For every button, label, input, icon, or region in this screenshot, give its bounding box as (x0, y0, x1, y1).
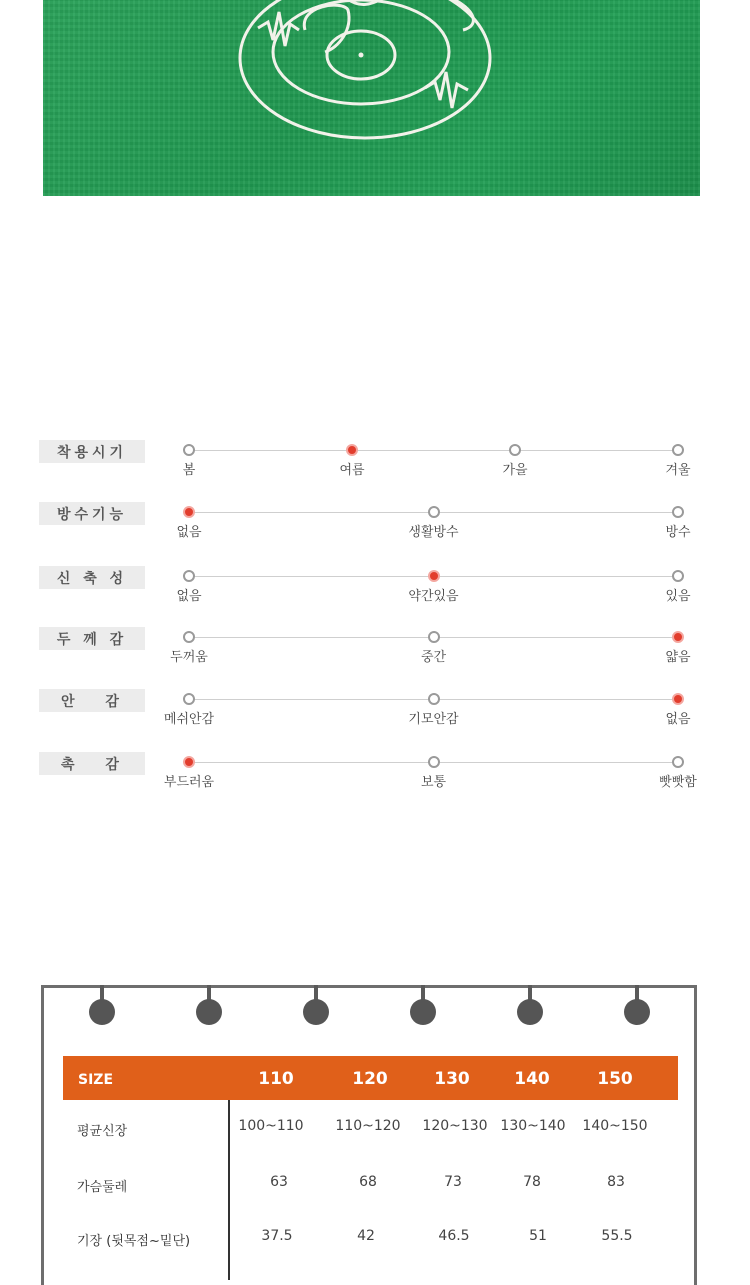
feature-row (0, 566, 750, 626)
option-dot (672, 570, 684, 582)
product-photo (43, 0, 700, 196)
binder-ring (196, 999, 222, 1025)
size-header-cell: 110 (258, 1069, 294, 1089)
option-dot (428, 693, 440, 705)
size-header-cell: 120 (352, 1069, 388, 1089)
size-cell: 120~130 (422, 1118, 488, 1134)
feature-scale-line (189, 450, 678, 451)
size-header-cell: 130 (434, 1069, 470, 1089)
feature-row (0, 502, 750, 562)
size-header-cell: 150 (597, 1069, 633, 1089)
binder-ring (303, 999, 329, 1025)
option-dot (672, 444, 684, 456)
binder-ring (89, 999, 115, 1025)
selected-option-dot (672, 693, 684, 705)
selected-option-dot (346, 444, 358, 456)
size-table-header (63, 1056, 678, 1100)
option-label: 보통 (420, 775, 447, 790)
option-label: 없음 (176, 589, 202, 604)
option-label: 겨울 (665, 463, 691, 478)
option-label: 방수 (665, 525, 691, 540)
option-dot (183, 444, 195, 456)
option-dot (672, 756, 684, 768)
option-label: 메쉬안감 (163, 712, 215, 727)
size-header-cell: 140 (514, 1069, 550, 1089)
feature-row (0, 440, 750, 500)
selected-option-dot (183, 506, 195, 518)
feature-label: 안 감 (39, 689, 145, 712)
feature-row (0, 689, 750, 749)
feature-label: 방수기능 (39, 502, 145, 525)
size-cell: 46.5 (438, 1228, 470, 1244)
option-label: 가을 (502, 463, 528, 478)
size-cell: 51 (529, 1228, 547, 1244)
selected-option-dot (183, 756, 195, 768)
option-dot (509, 444, 521, 456)
option-dot (183, 631, 195, 643)
option-label: 얇음 (665, 650, 691, 665)
option-label: 없음 (176, 525, 202, 540)
size-cell: 140~150 (582, 1118, 648, 1134)
option-label: 중간 (420, 650, 447, 665)
option-label: 여름 (339, 463, 365, 478)
size-cell: 130~140 (500, 1118, 566, 1134)
selected-option-dot (672, 631, 684, 643)
shirt-print-graphic (43, 0, 700, 196)
size-cell: 63 (270, 1174, 288, 1190)
option-dot (183, 693, 195, 705)
size-table-divider (228, 1100, 230, 1280)
option-dot (428, 506, 440, 518)
binder-ring (624, 999, 650, 1025)
option-label: 봄 (182, 463, 196, 478)
size-cell: 100~110 (238, 1118, 304, 1134)
option-label: 기모안감 (408, 712, 459, 727)
feature-label: 두 께 감 (39, 627, 145, 650)
feature-label: 신 축 성 (39, 566, 145, 589)
feature-row (0, 627, 750, 687)
binder-ring (410, 999, 436, 1025)
size-cell: 78 (523, 1174, 541, 1190)
size-cell: 110~120 (335, 1118, 401, 1134)
binder-ring (517, 999, 543, 1025)
option-label: 있음 (665, 589, 691, 604)
size-row-label: 평균신장 (77, 1124, 128, 1139)
option-dot (428, 631, 440, 643)
size-cell: 42 (357, 1228, 375, 1244)
size-cell: 73 (444, 1174, 462, 1190)
size-row-label: 기장 (뒷목점~밑단) (77, 1234, 191, 1249)
option-label: 생활방수 (408, 525, 459, 540)
size-cell: 83 (607, 1174, 625, 1190)
selected-option-dot (428, 570, 440, 582)
size-cell: 55.5 (601, 1228, 633, 1244)
feature-label: 촉 감 (39, 752, 145, 775)
option-dot (672, 506, 684, 518)
size-row-label: 가슴둘레 (77, 1180, 128, 1195)
feature-label: 착용시기 (39, 440, 145, 463)
feature-row (0, 752, 750, 812)
option-label: 빳빳함 (659, 775, 697, 790)
option-label: 부드러움 (163, 775, 215, 790)
option-label: 없음 (665, 712, 691, 727)
option-dot (183, 570, 195, 582)
size-header-label: SIZE (78, 1072, 114, 1088)
option-label: 약간있음 (408, 589, 459, 604)
option-label: 두꺼움 (170, 650, 208, 665)
size-cell: 37.5 (261, 1228, 293, 1244)
option-dot (428, 756, 440, 768)
size-cell: 68 (359, 1174, 377, 1190)
